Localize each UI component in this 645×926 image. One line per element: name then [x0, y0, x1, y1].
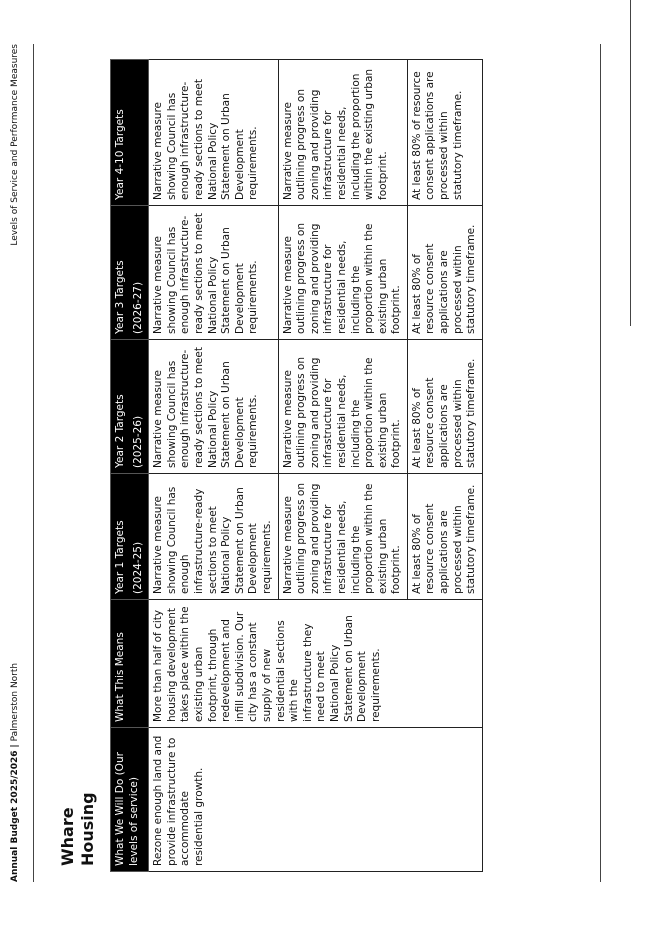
header-year-1-period: (2024-25)	[131, 541, 144, 594]
header-separator: |	[10, 744, 20, 748]
target-cell: Narrative measure showing Council has enough infrastructure-ready sections to meet National Policy Statement on Urban Development requirements.	[149, 60, 278, 206]
header-year-3	[111, 206, 149, 340]
section-title-english: Housing	[78, 792, 97, 866]
service-cell: Rezone enough land and provide infrastructure to accommodate residential growth.	[149, 728, 483, 872]
target-cell: Narrative measure showing Council has enough infrastructure-ready sections to meet National Policy Statement on Urban Development requirements.	[149, 340, 278, 474]
section-title	[58, 792, 98, 866]
header-year-1-label: Year 1 Targets	[114, 520, 126, 594]
header-rule	[33, 44, 34, 882]
meaning-cell: More than half of city housing development takes place within the existing urban footprint, through redevelopment and infill subdivision. Our city has a constant supply of new residential sections with the infrastructure they need to meet National Policy Statement on Urban Development requirements.	[149, 600, 483, 728]
target-cell: Narrative measure outlining progress on zoning and providing infrastructure for residential needs, including the proportion within the existing urban footprint.	[278, 60, 407, 206]
target-cell: Narrative measure showing Council has enough infrastructure-ready sections to meet National Policy Statement on Urban Development requirements.	[149, 474, 278, 600]
target-cell: Narrative measure outlining progress on zoning and providing infrastructure for residential needs, including the proportion within the existing urban footprint.	[278, 340, 407, 474]
council-name: Palmerston North	[10, 662, 20, 742]
target-cell: Narrative measure outlining progress on zoning and providing infrastructure for residential needs, including the proportion within the existing urban footprint.	[278, 474, 407, 600]
table-header-row	[111, 60, 149, 872]
target-cell: At least 80% of resource consent applications are processed within statutory timeframe.	[407, 60, 482, 206]
header-year-3-label: Year 3 Targets	[114, 260, 126, 334]
footer-rule	[600, 44, 601, 882]
header-year-2-label: Year 2 Targets	[114, 394, 126, 468]
header-year-1	[111, 474, 149, 600]
running-header-right: Levels of Service and Performance Measures	[10, 44, 20, 246]
edge-line	[630, 0, 631, 326]
running-header-left	[10, 663, 20, 882]
budget-title: Annual Budget 2025/2026	[10, 750, 20, 882]
header-levels-of-service: What We Will Do (Our levels of service)	[111, 728, 149, 872]
table-row	[149, 60, 278, 872]
section-title-maori: Whare	[58, 807, 77, 866]
target-cell: Narrative measure outlining progress on zoning and providing infrastructure for residential needs, including the proportion within the existing urban footprint.	[278, 206, 407, 340]
header-year-2-period: (2025-26)	[131, 415, 144, 468]
target-cell: At least 80% of resource consent applications are processed within statutory timeframe.	[407, 206, 482, 340]
header-year-2	[111, 340, 149, 474]
header-year-3-period: (2026-27)	[131, 281, 144, 334]
performance-table	[110, 59, 483, 872]
target-cell: Narrative measure showing Council has enough infrastructure-ready sections to meet National Policy Statement on Urban Development requirements.	[149, 206, 278, 340]
target-cell: At least 80% of resource consent applications are processed within statutory timeframe.	[407, 474, 482, 600]
header-year-4-10: Year 4-10 Targets	[111, 60, 149, 206]
header-what-this-means: What This Means	[111, 600, 149, 728]
target-cell: At least 80% of resource consent applications are processed within statutory timeframe.	[407, 340, 482, 474]
